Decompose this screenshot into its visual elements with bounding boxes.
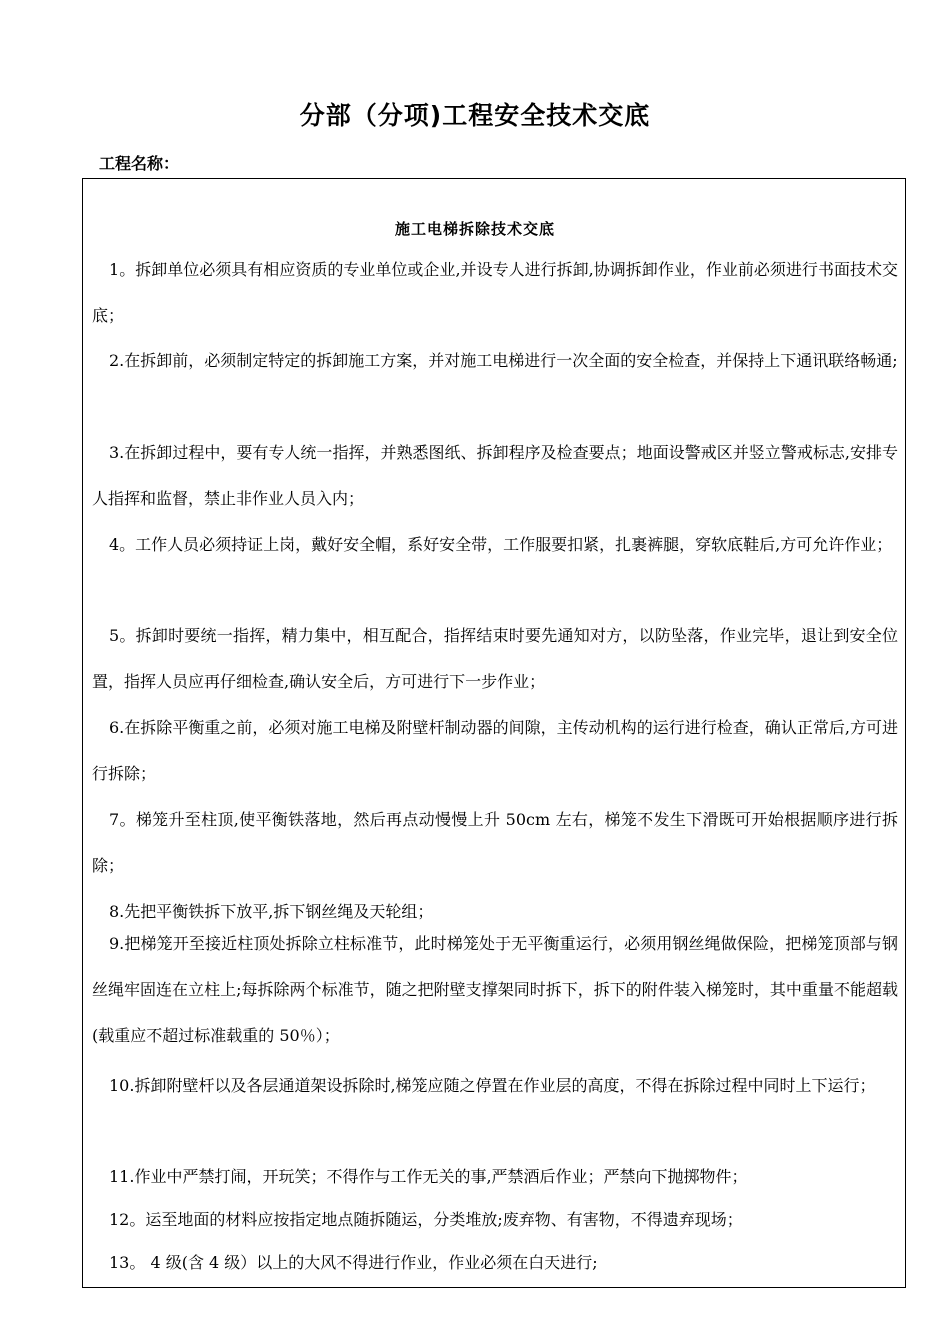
project-name-label: 工程名称：	[99, 154, 180, 173]
list-item: 13。 4 级(含 4 级）以上的大风不得进行作业，作业必须在白天进行;	[109, 1253, 598, 1272]
list-item: 11.作业中严禁打闹，开玩笑；不得作与工作无关的事,严禁酒后作业；严禁向下抛掷物件；	[109, 1167, 748, 1186]
list-item: 2.在拆卸前，必须制定特定的拆卸施工方案，并对施工电梯进行一次全面的安全检查，并保持上下通讯联络畅通;	[109, 351, 898, 370]
list-item: 12。运至地面的材料应按指定地点随拆随运，分类堆放;废弃物、有害物，不得遗弃现场；	[109, 1210, 743, 1229]
list-item: 10.拆卸附壁杆以及各层通道架设拆除时,梯笼应随之停置在作业层的高度，不得在拆除过程中同时上下运行；	[109, 1076, 876, 1095]
list-item: 9.把梯笼开至接近柱顶处拆除立柱标准节，此时梯笼处于无平衡重运行，必须用钢丝绳做保险，把梯笼顶部与钢丝绳牢固连在立柱上;每拆除两个标准节，随之把附壁支撑架同时拆下，拆下的附件装入梯笼时，其中重量不能超载(载重应不超过标准载重的 50％）；	[92, 934, 898, 1045]
list-item: 5。拆卸时要统一指挥，精力集中，相互配合，指挥结束时要先通知对方，以防坠落，作业完毕，退让到安全位置，指挥人员应再仔细检查,确认安全后，方可进行下一步作业；	[92, 626, 898, 691]
list-item: 1。拆卸单位必须具有相应资质的专业单位或企业,并设专人进行拆卸,协调拆卸作业，作业前必须进行书面技术交底；	[92, 260, 898, 325]
section-subtitle: 施工电梯拆除技术交底	[394, 220, 555, 238]
list-item: 8.先把平衡铁拆下放平,拆下钢丝绳及天轮组；	[109, 902, 434, 921]
list-item: 7。梯笼升至柱顶,使平衡铁落地，然后再点动慢慢上升 50cm 左右，梯笼不发生下滑既可开始根据顺序进行拆除；	[92, 810, 898, 875]
list-item: 4。工作人员必须持证上岗，戴好安全帽，系好安全带，工作服要扣紧，扎裹裤腿，穿软底鞋后,方可允许作业；	[109, 535, 893, 554]
list-item: 3.在拆卸过程中，要有专人统一指挥，并熟悉图纸、拆卸程序及检查要点；地面设警戒区并竖立警戒标志,安排专人指挥和监督，禁止非作业人员入内；	[92, 443, 898, 508]
list-item: 6.在拆除平衡重之前，必须对施工电梯及附壁杆制动器的间隙，主传动机构的运行进行检查，确认正常后,方可进行拆除；	[92, 718, 898, 783]
document-title: 分部（分项)工程安全技术交底	[299, 101, 651, 130]
